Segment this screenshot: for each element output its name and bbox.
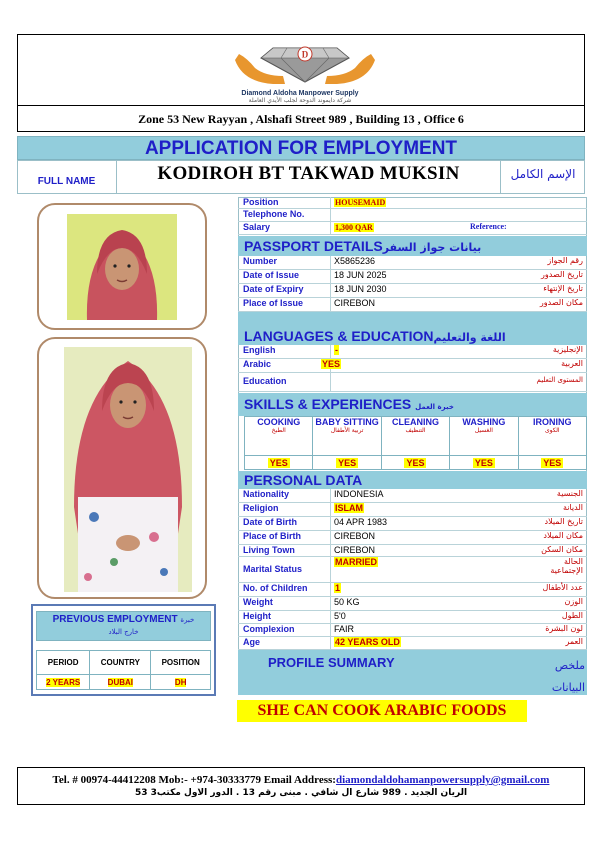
age-value: 42 YEARS OLD	[335, 637, 400, 647]
english-row	[238, 345, 587, 359]
place-of-birth-label: Place of Birth	[243, 531, 302, 541]
prev-position-value: DH	[174, 677, 187, 687]
place-of-birth-value: CIREBON	[334, 531, 376, 541]
prev-header-country: COUNTRY	[90, 651, 151, 675]
company-name-arabic: شركة دايموند الدوحة لجلب الأيدي العاملة	[248, 97, 352, 104]
company-logo	[225, 40, 385, 90]
salary-row	[238, 222, 587, 235]
place-of-issue-label: Place of Issue	[243, 298, 304, 308]
weight-row	[238, 597, 587, 611]
prev-header-period: PERIOD	[37, 651, 90, 675]
nationality-value: INDONESIA	[334, 489, 384, 499]
age-row	[238, 637, 587, 650]
skill-cooking-value-cell	[245, 456, 313, 470]
age-label-ar: العمر	[565, 637, 583, 646]
previous-employment-title-en: PREVIOUS EMPLOYMENT	[52, 614, 178, 625]
nationality-row	[238, 489, 587, 503]
full-name-label-arabic: الإسم الكامل	[500, 160, 585, 194]
passport-title: PASSPORT DETAILS	[244, 238, 383, 254]
prev-period-cell	[37, 675, 90, 690]
skills-section-header	[238, 393, 587, 416]
skill-cleaning-name: CLEANING	[391, 417, 439, 427]
skill-cooking-ar: الطبخ	[271, 427, 286, 434]
row-divider	[330, 637, 331, 649]
religion-value: ISLAM	[335, 503, 363, 513]
complexion-label: Complexion	[243, 624, 295, 634]
skills-title: SKILLS & EXPERIENCES	[244, 396, 412, 412]
place-of-issue-value: CIREBON	[334, 298, 376, 308]
skill-cleaning-value-cell	[381, 456, 449, 470]
date-of-issue-label-ar: تاريخ الصدور	[541, 270, 583, 279]
marital-status-value: MARRIED	[335, 557, 377, 567]
row-divider	[330, 298, 331, 311]
complexion-row	[238, 624, 587, 637]
place-of-birth-row	[238, 531, 587, 545]
skill-baby-sitting-value: YES	[338, 457, 357, 468]
row-divider	[330, 256, 331, 269]
row-divider	[330, 583, 331, 596]
nationality-label-ar: الجنسية	[556, 489, 583, 498]
languages-title-ar: اللغة والتعليم	[433, 331, 506, 344]
reference-label: Reference:	[470, 222, 507, 231]
marital-status-label: Marital Status	[243, 564, 303, 574]
row-divider	[330, 197, 331, 208]
english-label-ar: الإنجليزية	[552, 345, 583, 354]
prev-header-position: POSITION	[151, 651, 211, 675]
passport-number-row	[238, 256, 587, 270]
skills-title-ar: خبرة العمل	[415, 403, 454, 411]
place-of-birth-label-ar: مكان الميلاد	[543, 531, 583, 540]
skill-ironing-ar: الكوى	[544, 427, 560, 434]
skill-baby-sitting-value-cell	[313, 456, 381, 470]
nationality-label: Nationality	[243, 489, 290, 499]
arabic-row	[238, 359, 587, 373]
date-of-issue-label: Date of Issue	[243, 270, 300, 280]
row-divider	[330, 373, 331, 391]
children-label: No. of Children	[243, 583, 308, 593]
height-label-ar: الطول	[561, 611, 583, 620]
children-row	[238, 583, 587, 597]
skill-ironing	[518, 417, 586, 456]
portrait-photo	[67, 214, 177, 320]
previous-employment-title	[36, 614, 211, 625]
skill-cooking	[245, 417, 313, 456]
row-divider	[330, 557, 331, 582]
profile-summary-title-ar: ملخص البيانات	[551, 659, 585, 694]
row-divider	[330, 503, 331, 516]
previous-employment-title-ar-2: خارج البلاد	[108, 628, 139, 636]
prev-country-cell	[90, 675, 151, 690]
row-divider	[330, 284, 331, 297]
full-name-value: KODIROH BT TAKWAD MUKSIN	[157, 163, 460, 184]
prev-period-value: 2 YEARS	[46, 677, 81, 687]
company-address: Zone 53 New Rayyan , Alshafi Street 989 , Building 13 , Office 6	[17, 105, 585, 132]
previous-employment-title-ar-1: خبرة	[180, 616, 195, 624]
passport-number-label-ar: رقم الجواز	[547, 256, 583, 265]
religion-row	[238, 503, 587, 517]
remark-banner: SHE CAN COOK ARABIC FOODS	[237, 700, 527, 722]
skill-washing-name: WASHING	[462, 417, 506, 427]
children-label-ar: عدد الأطفال	[542, 583, 583, 592]
languages-section-header	[238, 312, 587, 345]
weight-label: Weight	[243, 597, 273, 607]
religion-label: Religion	[243, 503, 279, 513]
date-of-expiry-label: Date of Expiry	[243, 284, 304, 294]
skill-baby-sitting-ar: تربية الأطفال	[330, 427, 364, 434]
footer-email-link[interactable]: diamondaldohamanpowersupply@gmail.com	[335, 774, 550, 786]
english-value: -	[335, 345, 338, 355]
row-divider	[330, 489, 331, 502]
complexion-value: FAIR	[334, 624, 355, 634]
arabic-value: YES	[322, 359, 341, 369]
skill-cooking-name: COOKING	[257, 417, 301, 427]
skill-ironing-value: YES	[543, 457, 562, 468]
education-row	[238, 373, 587, 392]
skill-baby-sitting-name: BABY SITTING	[315, 417, 379, 427]
footer-contact-line	[18, 768, 584, 786]
telephone-label: Telephone No.	[243, 209, 305, 219]
passport-number-value: X5865236	[334, 256, 376, 266]
living-town-label-ar: مكان السكن	[541, 545, 583, 554]
salary-label: Salary	[243, 222, 271, 232]
prev-country-value: DUBAI	[107, 677, 134, 687]
date-of-issue-value: 18 JUN 2025	[334, 270, 387, 280]
marital-status-row	[238, 557, 587, 583]
row-divider	[330, 611, 331, 623]
full-name-label: FULL NAME	[17, 160, 117, 194]
skills-table	[244, 416, 587, 470]
footer-phone-text: Tel. # 00974-44412208 Mob:- +974-30333779 Email Address:	[52, 774, 336, 786]
position-value: HOUSEMAID	[335, 198, 386, 207]
english-label: English	[243, 345, 276, 355]
row-divider	[330, 222, 331, 234]
education-label: Education	[243, 376, 287, 386]
row-divider	[330, 624, 331, 636]
date-of-birth-row	[238, 517, 587, 531]
skill-washing-value-cell	[450, 456, 518, 470]
full-body-photo	[64, 347, 192, 592]
date-of-birth-value: 04 APR 1983	[334, 517, 388, 527]
footer-address-ar: 53 الريان الجديد . 989 شارع ال شافي . مبنى رقم 13 . الدور الاول مكتب3	[134, 788, 468, 798]
arabic-label: Arabic	[243, 359, 272, 369]
living-town-row	[238, 545, 587, 557]
personal-title: PERSONAL DATA	[244, 472, 363, 488]
svg-text:D: D	[301, 49, 309, 60]
arabic-label-ar: العربية	[561, 359, 583, 368]
company-name: Diamond Aldoha Manpower Supply	[241, 90, 359, 97]
row-divider	[330, 345, 331, 358]
row-divider	[330, 517, 331, 530]
skill-cleaning-ar: التنظيف	[405, 427, 426, 434]
previous-employment-table	[36, 650, 211, 690]
date-of-issue-row	[238, 270, 587, 284]
place-of-issue-label-ar: مكان الصدور	[539, 298, 583, 307]
footer-contact	[17, 767, 585, 805]
complexion-label-ar: لون البشرة	[545, 624, 583, 633]
passport-section-header	[238, 236, 587, 256]
education-label-ar: المستوى التعليم	[536, 376, 583, 384]
age-label: Age	[243, 637, 261, 647]
place-of-issue-row	[238, 298, 587, 312]
religion-label-ar: الديانة	[562, 503, 583, 512]
row-divider	[330, 531, 331, 544]
skill-cooking-value: YES	[269, 457, 288, 468]
telephone-row	[238, 209, 587, 222]
page-title: APPLICATION FOR EMPLOYMENT	[17, 136, 585, 160]
height-value: 5'0	[334, 611, 346, 621]
passport-number-label: Number	[243, 256, 278, 266]
date-of-birth-label-ar: تاريخ الميلاد	[544, 517, 583, 526]
date-of-birth-label: Date of Birth	[243, 517, 297, 527]
living-town-value: CIREBON	[334, 545, 376, 555]
living-town-label: Living Town	[243, 545, 295, 555]
skill-ironing-name: IRONING	[533, 417, 572, 427]
salary-value: 1,300 QAR	[335, 223, 373, 232]
row-divider	[330, 209, 331, 221]
marital-status-label-ar: الحالة الإجتماعية	[550, 557, 583, 575]
personal-section-header	[238, 471, 587, 489]
prev-position-cell	[151, 675, 211, 690]
height-row	[238, 611, 587, 624]
skill-ironing-value-cell	[518, 456, 586, 470]
weight-label-ar: الوزن	[564, 597, 583, 606]
skill-washing-ar: الغسيل	[474, 427, 493, 434]
skill-washing	[450, 417, 518, 456]
row-divider	[330, 270, 331, 283]
date-of-expiry-value: 18 JUN 2030	[334, 284, 387, 294]
position-row	[238, 197, 587, 209]
skill-cleaning-value: YES	[406, 457, 425, 468]
passport-title-ar: بيانات جواز السفر	[382, 241, 482, 254]
height-label: Height	[243, 611, 271, 621]
row-divider	[330, 545, 331, 556]
position-label: Position	[243, 197, 279, 207]
children-value: 1	[335, 583, 341, 593]
weight-value: 50 KG	[334, 597, 360, 607]
skill-washing-value: YES	[474, 457, 493, 468]
languages-title: LANGUAGES & EDUCATION	[244, 328, 434, 344]
date-of-expiry-row	[238, 284, 587, 298]
date-of-expiry-label-ar: تاريخ الإنتهاء	[543, 284, 583, 293]
profile-summary-title: PROFILE SUMMARY	[268, 655, 395, 670]
row-divider	[330, 597, 331, 610]
skill-baby-sitting	[313, 417, 381, 456]
skill-cleaning	[381, 417, 449, 456]
